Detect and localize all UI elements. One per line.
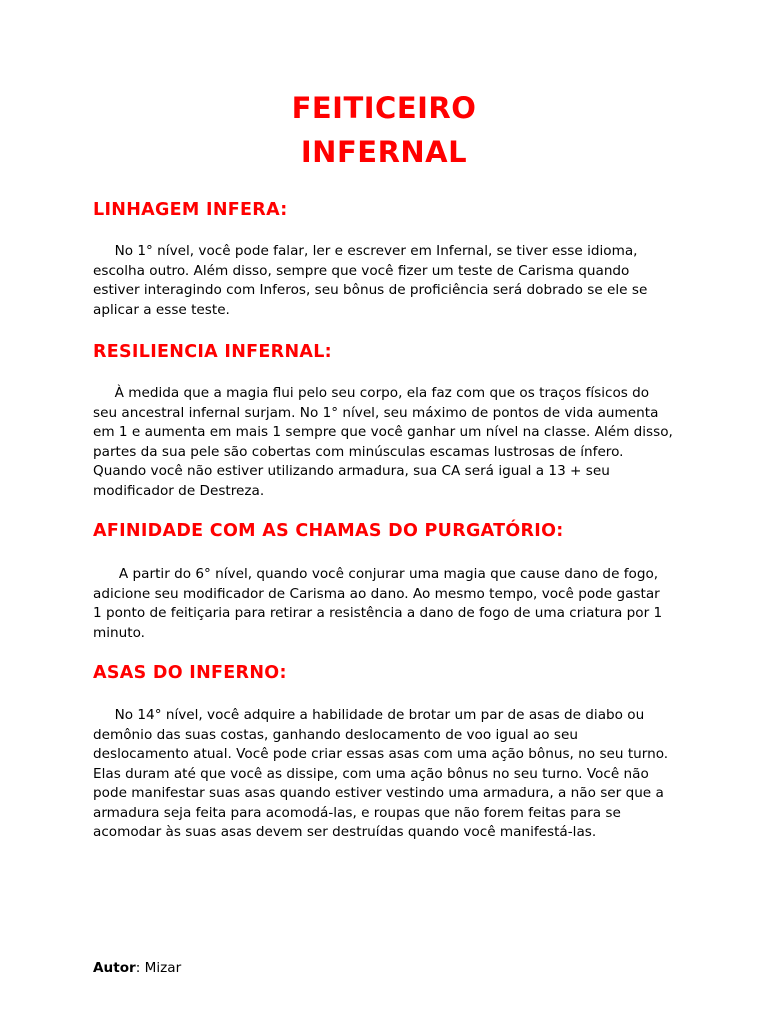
paragraph-line: No 14° nível, você adquire a habilidade de brotar um par de asas de diabo ou	[93, 707, 645, 723]
paragraph-line: minuto.	[93, 624, 145, 641]
paragraph-line: adicione seu modificador de Carisma ao dano. Ao mesmo tempo, você pode gastar	[93, 585, 660, 602]
paragraph-line: deslocamento atual. Você pode criar essas asas com uma ação bônus, no seu turno.	[93, 746, 669, 762]
paragraph-line: No 1° nível, você pode falar, ler e escrever em Infernal, se tiver esse idioma,	[93, 243, 638, 259]
paragraph-line: pode manifestar suas asas quando estiver vestindo uma armadura, a não ser que a	[93, 785, 664, 801]
paragraph-line: em 1 e aumenta em mais 1 sempre que você ganhar um nível na classe. Além disso,	[93, 424, 673, 440]
section-heading-asas-do-inferno: ASAS DO INFERNO:	[93, 663, 287, 683]
paragraph-line: Quando você não estiver utilizando armadura, sua CA será igual a 13 + seu	[93, 463, 610, 479]
paragraph-line: escolha outro. Além disso, sempre que você fizer um teste de Carisma quando	[93, 262, 630, 279]
paragraph-line: 1 ponto de feitiçaria para retirar a resistência a dano de fogo de uma criatura por 1	[93, 605, 663, 621]
section-heading-resiliencia-infernal: RESILIENCIA INFERNAL:	[93, 342, 332, 362]
author-label: Autor	[93, 960, 136, 976]
author-separator: :	[135, 960, 145, 976]
paragraph-line: A partir do 6° nível, quando você conjurar uma magia que cause dano de fogo,	[93, 566, 659, 582]
paragraph-line: demônio das suas costas, ganhando deslocamento de voo igual ao seu	[93, 726, 578, 743]
section-heading-afinidade-chamas: AFINIDADE COM AS CHAMAS DO PURGATÓRIO:	[93, 521, 564, 541]
paragraph-line: partes da sua pele são cobertas com minúsculas escamas lustrosas de ínfero.	[93, 443, 624, 460]
section-paragraph-resiliencia-infernal	[93, 384, 683, 501]
paragraph-line: Elas duram até que você as dissipe, com uma ação bônus no seu turno. Você não	[93, 765, 649, 782]
paragraph-line: acomodar às suas asas devem ser destruídas quando você manifestá-las.	[93, 824, 597, 840]
paragraph-line: À medida que a magia flui pelo seu corpo, ela faz com que os traços físicos do	[93, 385, 650, 401]
paragraph-line: armadura seja feita para acomodá-las, e roupas que não forem feitas para se	[93, 804, 621, 821]
paragraph-line: seu ancestral infernal surjam. No 1° nível, seu máximo de pontos de vida aumenta	[93, 404, 659, 421]
section-heading-linhagem-infera: LINHAGEM INFERA:	[93, 200, 288, 220]
document-title-line-2: INFERNAL	[300, 135, 468, 169]
paragraph-line: aplicar a esse teste.	[93, 301, 230, 318]
paragraph-line: estiver interagindo com Inferos, seu bônus de proficiência será dobrado se ele se	[93, 282, 648, 298]
section-paragraph-asas-do-inferno	[93, 706, 683, 843]
document-title-line-1: FEITICEIRO	[291, 91, 477, 125]
author-credit	[93, 960, 181, 976]
section-paragraph-linhagem-infera	[93, 242, 683, 320]
author-name: Mizar	[144, 960, 182, 976]
section-paragraph-afinidade-chamas	[93, 565, 683, 643]
paragraph-line: modificador de Destreza.	[93, 482, 265, 499]
